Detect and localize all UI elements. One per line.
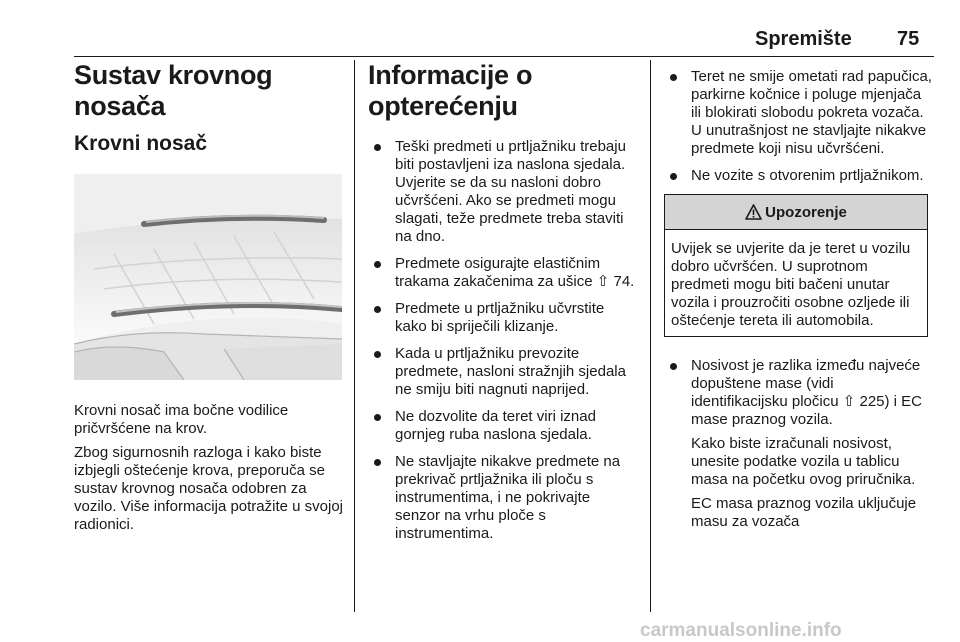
column-divider-2 [650,60,651,612]
bullet-dot-icon [374,261,381,268]
warning-title: Upozorenje [765,203,847,221]
list-item: Ne dozvolite da teret viri iznad gornjeg ruba naslona sjedala. [368,408,638,444]
list-item: Ne stavljajte nikakve predmete na prekrivač prtljažnika ili ploču s instrumentima, i ne pokrivajte senzor na vrhu ploče s instrumentima. [368,453,638,543]
bullet-dot-icon [374,459,381,466]
list-item [664,357,934,531]
section-title: Spremište [755,28,852,50]
payload-list [664,357,934,531]
payload-ec-mass: EC masa praznog vozila uključuje masu za vozača [691,495,917,530]
bullet-dot-icon [670,173,677,180]
column-divider-1 [354,60,355,612]
bullet-dot-icon [670,74,677,81]
warning-text: Uvijek se uvjerite da je teret u vozilu dobro učvršćen. U suprotnom predmeti mogu biti bačeni unutar vozila i prouzročiti osobne ozljede ili oštećenje tereta ili automobila. [671,240,911,329]
watermark: carmanualsonline.info [640,620,842,641]
warning-box [664,194,928,337]
right-column [664,60,934,540]
warning-header [665,195,927,230]
rails-description: Krovni nosač ima bočne vodilice pričvršćene na krov. [74,402,289,437]
list-item: Predmete osigurajte elastičnim trakama zakačenima za ušice ⇧ 74. [368,255,638,291]
rails-recommendation: Zbog sigurnosnih razloga i kako biste izbjegli oštećenje krova, preporuča se sustav krovnog nosača odobren za vozilo. Više informacija potražite u svojoj radionici. [74,444,344,533]
loading-tips-list-continued [664,68,934,185]
page-header [0,0,960,60]
warning-triangle-icon [745,204,762,220]
section-heading: Informacije o opterećenju [368,60,533,121]
page-number: 75 [897,28,920,50]
list-item: Teret ne smije ometati rad papučica, parkirne kočnice i poluge mjenjača ili blokirati slobodu pokreta vozača. U unutrašnjost ne stavljajte nikakve predmete koji nisu učvršćeni. [664,68,934,158]
subsection-heading: Krovni nosač [74,132,208,155]
roof-rails-illustration [74,174,342,380]
bullet-dot-icon [670,363,677,370]
payload-definition: Nosivost je razlika između najveće dopuštene mase (vidi identifikacijsku pločicu ⇧ 225) i EC mase praznog vozila. [691,357,922,428]
left-column [74,60,344,540]
section-heading: Sustav krovnog nosača [74,60,273,121]
list-item: Predmete u prtljažniku učvrstite kako bi spriječili klizanje. [368,300,638,336]
bullet-dot-icon [374,351,381,358]
bullet-dot-icon [374,414,381,421]
list-item: Teški predmeti u prtljažniku trebaju biti postavljeni iza naslona sjedala. Uvjerite se da su nasloni dobro učvršćeni. Ako se predmeti mogu slagati, teže predmete treba staviti na dno. [368,138,638,246]
payload-calculation: Kako biste izračunali nosivost, unesite podatke vozila u tablicu masa na početku ovog priručnika. [691,435,916,488]
list-item: Kada u prtljažniku prevozite predmete, nasloni stražnjih sjedala ne smiju biti nagnuti naprijed. [368,345,638,399]
list-item: Ne vozite s otvorenim prtljažnikom. [664,167,934,185]
bullet-dot-icon [374,306,381,313]
bullet-dot-icon [374,144,381,151]
loading-tips-list [368,138,638,543]
middle-column [368,60,638,552]
header-rule [74,56,934,57]
